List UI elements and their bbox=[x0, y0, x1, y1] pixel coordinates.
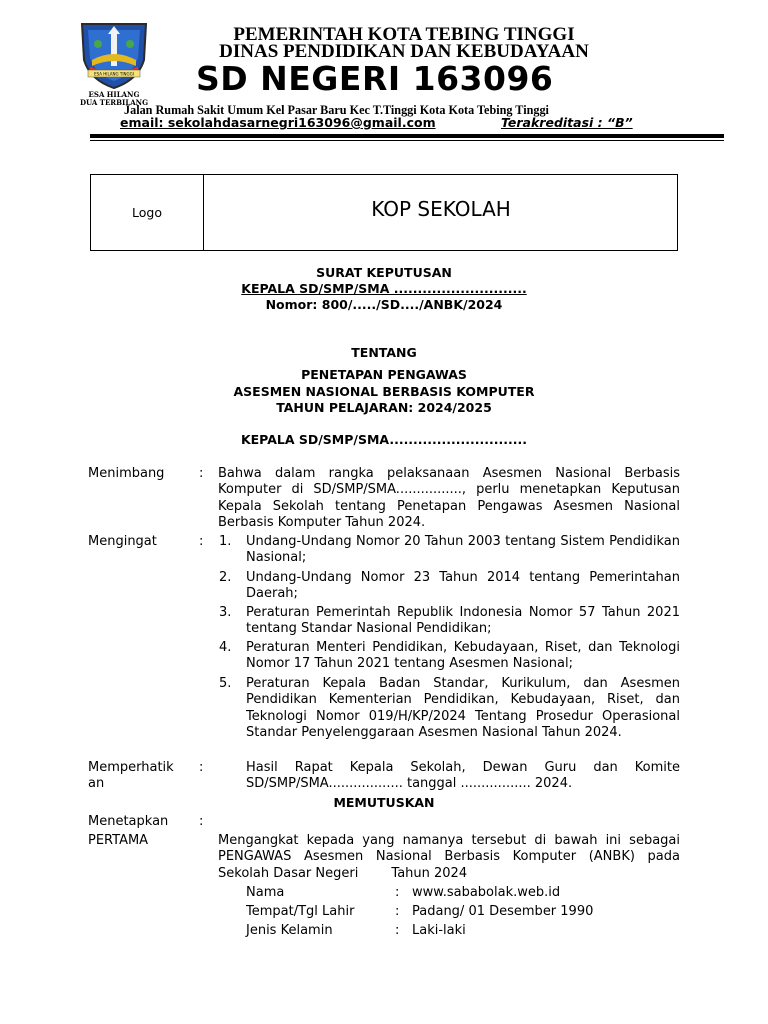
school-address: Jalan Rumah Sakit Umum Kel Pasar Baru Kec T.Tinggi Kota Kota Tebing Tinggi bbox=[124, 103, 549, 117]
identity-label: Nama bbox=[246, 885, 285, 900]
crest-ribbon-text: ESA HILANG TINGGI bbox=[94, 71, 134, 77]
identity-value: Padang/ 01 Desember 1990 bbox=[412, 904, 594, 919]
mengingat-item-number: 3. bbox=[219, 605, 232, 620]
mengingat-item-number: 2. bbox=[219, 570, 232, 585]
mengingat-item-number: 5. bbox=[219, 676, 232, 691]
decree-title: SURAT KEPUTUSAN bbox=[316, 265, 452, 280]
memperhatikan-label bbox=[88, 760, 174, 793]
decision-heading: MEMUTUSKAN bbox=[333, 795, 435, 810]
identity-colon: : bbox=[395, 885, 400, 900]
identity-value: www.sababolak.web.id bbox=[412, 885, 561, 900]
menimbang-colon: : bbox=[199, 466, 204, 481]
decree-issuer-text: KEPALA SD/SMP/SMA ............................ bbox=[241, 281, 527, 296]
mengingat-item-text: Undang-Undang Nomor 20 Tahun 2003 tentang Sistem Pendidikan Nasional; bbox=[246, 534, 680, 566]
menimbang-text: Bahwa dalam rangka pelaksanaan Asesmen Nasional Berbasis Komputer di SD/SMP/SMA................, perlu menetapkan Keputusan Kepala Sekolah tentang Penetapan Pengawas Asesmen Nasional Berbasis Komputer Tahun 2024. bbox=[218, 466, 680, 530]
government-name: PEMERINTAH KOTA TEBING TINGGI bbox=[233, 24, 575, 45]
identity-value: Laki-laki bbox=[412, 923, 466, 938]
menetapkan-colon: : bbox=[199, 814, 204, 829]
crest-motto-line1: ESA HILANG bbox=[88, 90, 140, 99]
department-name: DINAS PENDIDIKAN DAN KEBUDAYAAN bbox=[219, 41, 589, 62]
mengingat-item-text: Peraturan Pemerintah Republik Indonesia Nomor 57 Tahun 2021 tentang Standar Nasional Pendidikan; bbox=[246, 605, 680, 637]
identity-colon: : bbox=[395, 904, 400, 919]
kop-title-cell: KOP SEKOLAH bbox=[371, 197, 511, 221]
header-divider-thick bbox=[90, 134, 724, 138]
mengingat-item-number: 1. bbox=[219, 534, 232, 549]
mengingat-item-number: 4. bbox=[219, 640, 232, 655]
menetapkan-label: Menetapkan bbox=[88, 814, 169, 829]
memperhatikan-text: Hasil Rapat Kepala Sekolah, Dewan Guru dan Komite SD/SMP/SMA.................. tanggal ................. 2024. bbox=[246, 760, 680, 792]
decree-about: TENTANG bbox=[351, 345, 417, 360]
crest-motto-line2: DUA TERBILANG bbox=[79, 98, 149, 107]
pertama-label: PERTAMA bbox=[88, 833, 149, 848]
identity-label: Tempat/Tgl Lahir bbox=[246, 904, 355, 919]
decree-subject-line2: ASESMEN NASIONAL BERBASIS KOMPUTER bbox=[233, 384, 535, 399]
mengingat-item-text: Undang-Undang Nomor 23 Tahun 2014 tentang Pemerintahan Daerah; bbox=[246, 570, 680, 602]
decree-subject-line1: PENETAPAN PENGAWAS bbox=[301, 367, 467, 382]
mengingat-colon: : bbox=[199, 534, 204, 549]
accreditation-status: Terakreditasi : “B” bbox=[501, 115, 633, 130]
mengingat-label: Mengingat bbox=[88, 534, 157, 549]
school-name: SD NEGERI 163096 bbox=[196, 59, 554, 98]
memperhatikan-colon: : bbox=[199, 760, 204, 775]
identity-colon: : bbox=[395, 923, 400, 938]
school-email-link[interactable]: email: sekolahdasarnegri163096@gmail.com bbox=[120, 115, 436, 130]
memperhatikan-label-line1: Memperhatik bbox=[88, 760, 174, 775]
decree-head: KEPALA SD/SMP/SMA............................. bbox=[240, 432, 528, 447]
header-divider-thin bbox=[90, 140, 724, 141]
decree-number: Nomor: 800/...../SD..../ANBK/2024 bbox=[265, 297, 503, 312]
decree-subject-line3: TAHUN PELAJARAN: 2024/2025 bbox=[276, 400, 492, 415]
pertama-text: Mengangkat kepada yang namanya tersebut di bawah ini sebagai PENGAWAS Asesmen Nasional Berbasis Komputer (ANBK) pada Sekolah Dasar Negeri Tahun 2024 bbox=[218, 833, 685, 881]
kop-logo-cell: Logo bbox=[132, 205, 162, 220]
menimbang-label: Menimbang bbox=[88, 466, 165, 481]
mengingat-item-text: Peraturan Menteri Pendidikan, Kebudayaan, Riset, dan Teknologi Nomor 17 Tahun 2021 tentang Asesmen Nasional; bbox=[246, 640, 680, 672]
mengingat-item-text: Peraturan Kepala Badan Standar, Kurikulum, dan Asesmen Pendidikan Kementerian Pendidikan, Kebudayaan, Riset, dan Teknologi Nomor 019/H/KP/2024 Tentang Prosedur Operasional Standar Penyelenggaraan Asesmen Nasional Tahun 2024. bbox=[246, 676, 680, 740]
identity-label: Jenis Kelamin bbox=[246, 923, 333, 938]
decree-issuer bbox=[0, 281, 768, 297]
memperhatikan-label-line2: an bbox=[88, 776, 105, 792]
